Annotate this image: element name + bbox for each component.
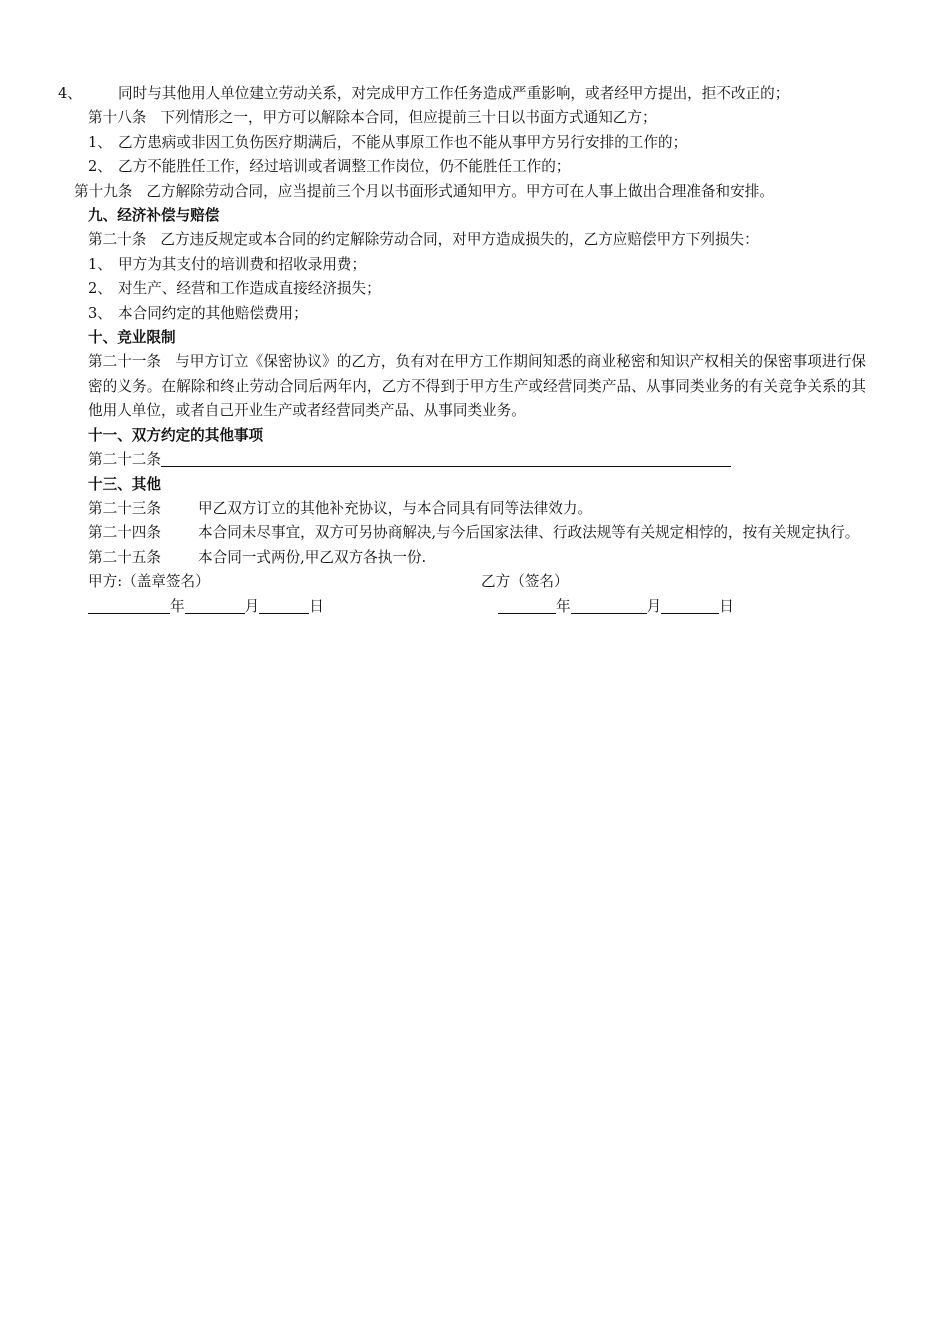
article-text: 与甲方订立《保密协议》的乙方，负有对在甲方工作期间知悉的商业秘密和知识产权相关的保密事项进行保密的义务。在解除和终止劳动合同后两年内，乙方不得到于甲方生产或经营同类产品、从事同类业务的有关竞争关系的其他用人单位，或者自己开业生产或者经营同类产品、从事同类业务。 [88,353,866,420]
item-text: 同时与其他用人单位建立劳动关系，对完成甲方工作任务造成严重影响，或者经甲方提出，拒不改正的； [118,85,790,102]
item-number: 4、 [58,85,82,102]
party-a-month-blank[interactable] [185,596,245,614]
party-a-date [88,595,498,619]
party-a-year-blank[interactable] [88,596,170,614]
contract-body [58,82,866,619]
item-number: 1、 [88,255,112,273]
party-b-year-blank[interactable] [498,596,556,614]
year-label: 年 [556,597,571,615]
article-24 [88,521,866,545]
year-label: 年 [170,597,185,615]
item-text: 甲方为其支付的培训费和招收录用费； [118,255,367,273]
article-20-item-3 [88,302,866,326]
party-b-signature: 乙方（签名） [481,573,569,591]
article-20 [88,228,866,252]
article-text: 甲乙双方订立的其他补充协议，与本合同具有同等法律效力。 [198,499,593,517]
article-18-item-2 [88,155,866,179]
item-number: 2、 [88,280,112,298]
article-20-item-2 [88,277,866,301]
article-text: 下列情形之一，甲方可以解除本合同，但应提前三十日以书面方式通知乙方； [160,109,657,127]
article-text: 本合同一式两份,甲乙双方各执一份. [198,548,427,566]
month-label: 月 [244,597,260,615]
article-18-item-1 [88,131,866,155]
termination-item-4 [58,82,866,106]
article-label: 第二十三条 [88,499,161,517]
article-19 [74,180,866,204]
article-22 [88,448,866,472]
article-25 [88,546,866,570]
article-23 [88,497,866,521]
article-label: 第二十四条 [88,524,161,542]
day-label: 日 [719,597,734,615]
party-a-day-blank[interactable] [259,596,309,614]
section-heading-11: 十一、双方约定的其他事项 [88,426,264,444]
article-label: 第二十五条 [88,548,161,566]
item-number: 1、 [88,133,112,151]
item-text: 乙方不能胜任工作，经过培训或者调整工作岗位，仍不能胜任工作的； [118,158,571,176]
date-row [88,595,866,619]
item-number: 3、 [88,304,112,322]
day-label: 日 [309,597,324,615]
article-label: 第二十条 [88,231,147,249]
article-label: 第十九条 [74,182,133,200]
article-22-blank-line[interactable] [161,449,731,467]
item-text: 对生产、经营和工作造成直接经济损失； [118,280,381,298]
signature-row [88,570,866,594]
party-a-signature: 甲方:（盖章签名） [88,573,210,591]
section-heading-13: 十三、其他 [88,475,161,493]
item-text: 乙方患病或非因工负伤医疗期满后，不能从事原工作也不能从事甲方另行安排的工作的； [118,133,688,151]
article-label: 第十八条 [88,109,147,127]
item-number: 2、 [88,158,112,176]
section-heading-9: 九、经济补偿与赔偿 [88,207,220,225]
article-text: 乙方违反规定或本合同的约定解除劳动合同，对甲方造成损失的，乙方应赔偿甲方下列损失： [160,231,759,249]
article-label: 第二十二条 [88,451,161,469]
section-heading-10: 十、竞业限制 [88,329,176,347]
article-18 [88,106,866,130]
party-b-month-blank[interactable] [571,596,647,614]
article-20-item-1 [88,253,866,277]
article-label: 第二十一条 [88,353,161,371]
item-text: 本合同约定的其他赔偿费用； [118,304,308,322]
article-text: 本合同未尽事宜，双方可另协商解决,与今后国家法律、行政法规等有关规定相悖的，按有关规定执行。 [198,524,860,542]
party-b-day-blank[interactable] [661,596,719,614]
article-21 [88,350,866,423]
month-label: 月 [646,597,662,615]
party-b-date [498,595,734,619]
article-text: 乙方解除劳动合同，应当提前三个月以书面形式通知甲方。甲方可在人事上做出合理准备和安排。 [146,182,774,200]
